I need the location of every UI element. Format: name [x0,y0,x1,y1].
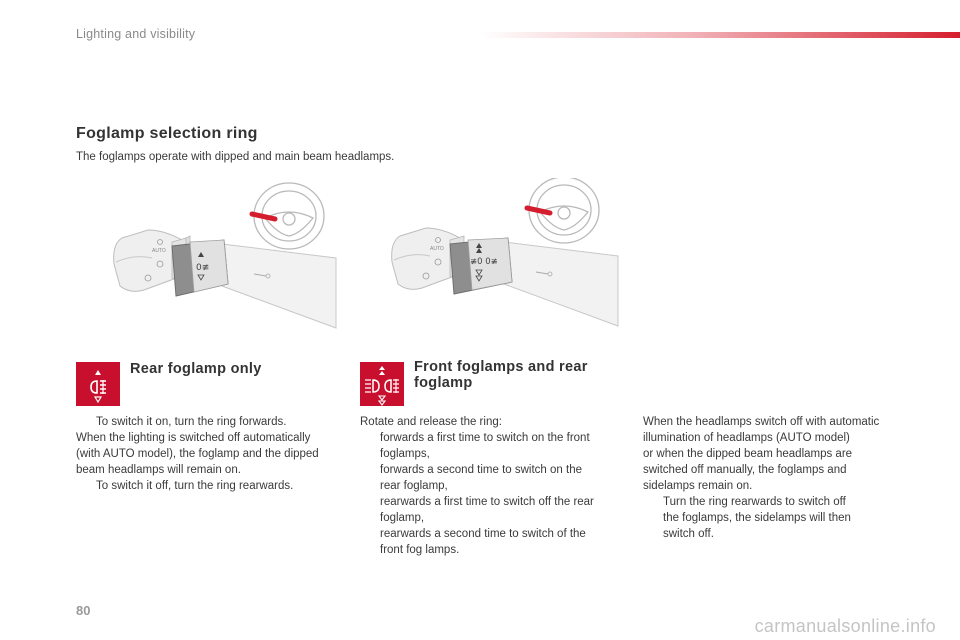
watermark[interactable]: carmanualsonline.info [754,616,936,636]
illustration-rear-foglamp-stalk [104,178,340,330]
lighting-stalk [392,228,618,326]
illustration-front-rear-foglamp-stalk [386,178,622,330]
instruction-text: (with AUTO model), the foglamp and the dipped [76,448,319,460]
instruction-text: When the lighting is switched off automatically [76,432,311,444]
instruction-continuation: foglamp, [380,512,425,524]
header-accent-bar [480,32,960,38]
front-rear-foglamp-badge [360,362,404,406]
instruction-continuation: the foglamps, the sidelamps will then [663,512,851,524]
stalk-auto-label: AUTO [152,248,166,254]
front-rear-foglamp-icon [360,362,404,406]
instruction-continuation: rear foglamp, [380,480,448,492]
rear-foglamp-badge [76,362,120,406]
instruction-text: or when the dipped beam headlamps are [643,448,853,460]
front-rear-title-line2: foglamp [414,375,473,391]
auto-mode-instructions [643,414,913,542]
instruction-bullet: To switch it off, turn the ring rearwards. [96,480,294,492]
section-title: Foglamp selection ring [76,125,258,142]
instruction-text: illumination of headlamps (AUTO model) [643,432,850,444]
instruction-bullet: To switch it on, turn the ring forwards. [96,416,287,428]
rear-foglamp-icon [76,362,120,406]
instruction-continuation: switch off. [663,528,714,540]
instruction-text: sidelamps remain on. [643,480,753,492]
instruction-text: switched off manually, the foglamps and [643,464,847,476]
instruction-bullet: forwards a second time to switch on the [380,464,582,476]
chapter-title: Lighting and visibility [76,27,196,41]
instruction-text: When the headlamps switch off with automatic [643,416,880,428]
rear-foglamp-title: Rear foglamp only [130,361,262,377]
stalk-auto-label: AUTO [430,246,444,252]
svg-text:≢0 0≢: ≢0 0≢ [470,257,498,267]
page-number: 80 [76,603,91,618]
instruction-text: beam headlamps will remain on. [76,464,241,476]
front-rear-foglamp-title [414,359,588,391]
front-rear-title-line1: Front foglamps and rear [414,359,588,375]
instruction-bullet: Turn the ring rearwards to switch off [663,496,846,508]
instruction-text: Rotate and release the ring: [360,416,502,428]
instruction-bullet: rearwards a first time to switch off the rear [380,496,594,508]
instruction-continuation: front fog lamps. [380,544,460,556]
instruction-continuation: foglamps, [380,448,430,460]
svg-text:0≢: 0≢ [196,263,210,273]
instruction-bullet: forwards a first time to switch on the front [380,432,590,444]
section-intro: The foglamps operate with dipped and main beam headlamps. [76,151,395,163]
lighting-stalk [114,230,336,328]
instruction-bullet: rearwards a second time to switch of the [380,528,586,540]
front-rear-foglamp-instructions [360,414,628,558]
rear-foglamp-instructions [76,414,346,494]
